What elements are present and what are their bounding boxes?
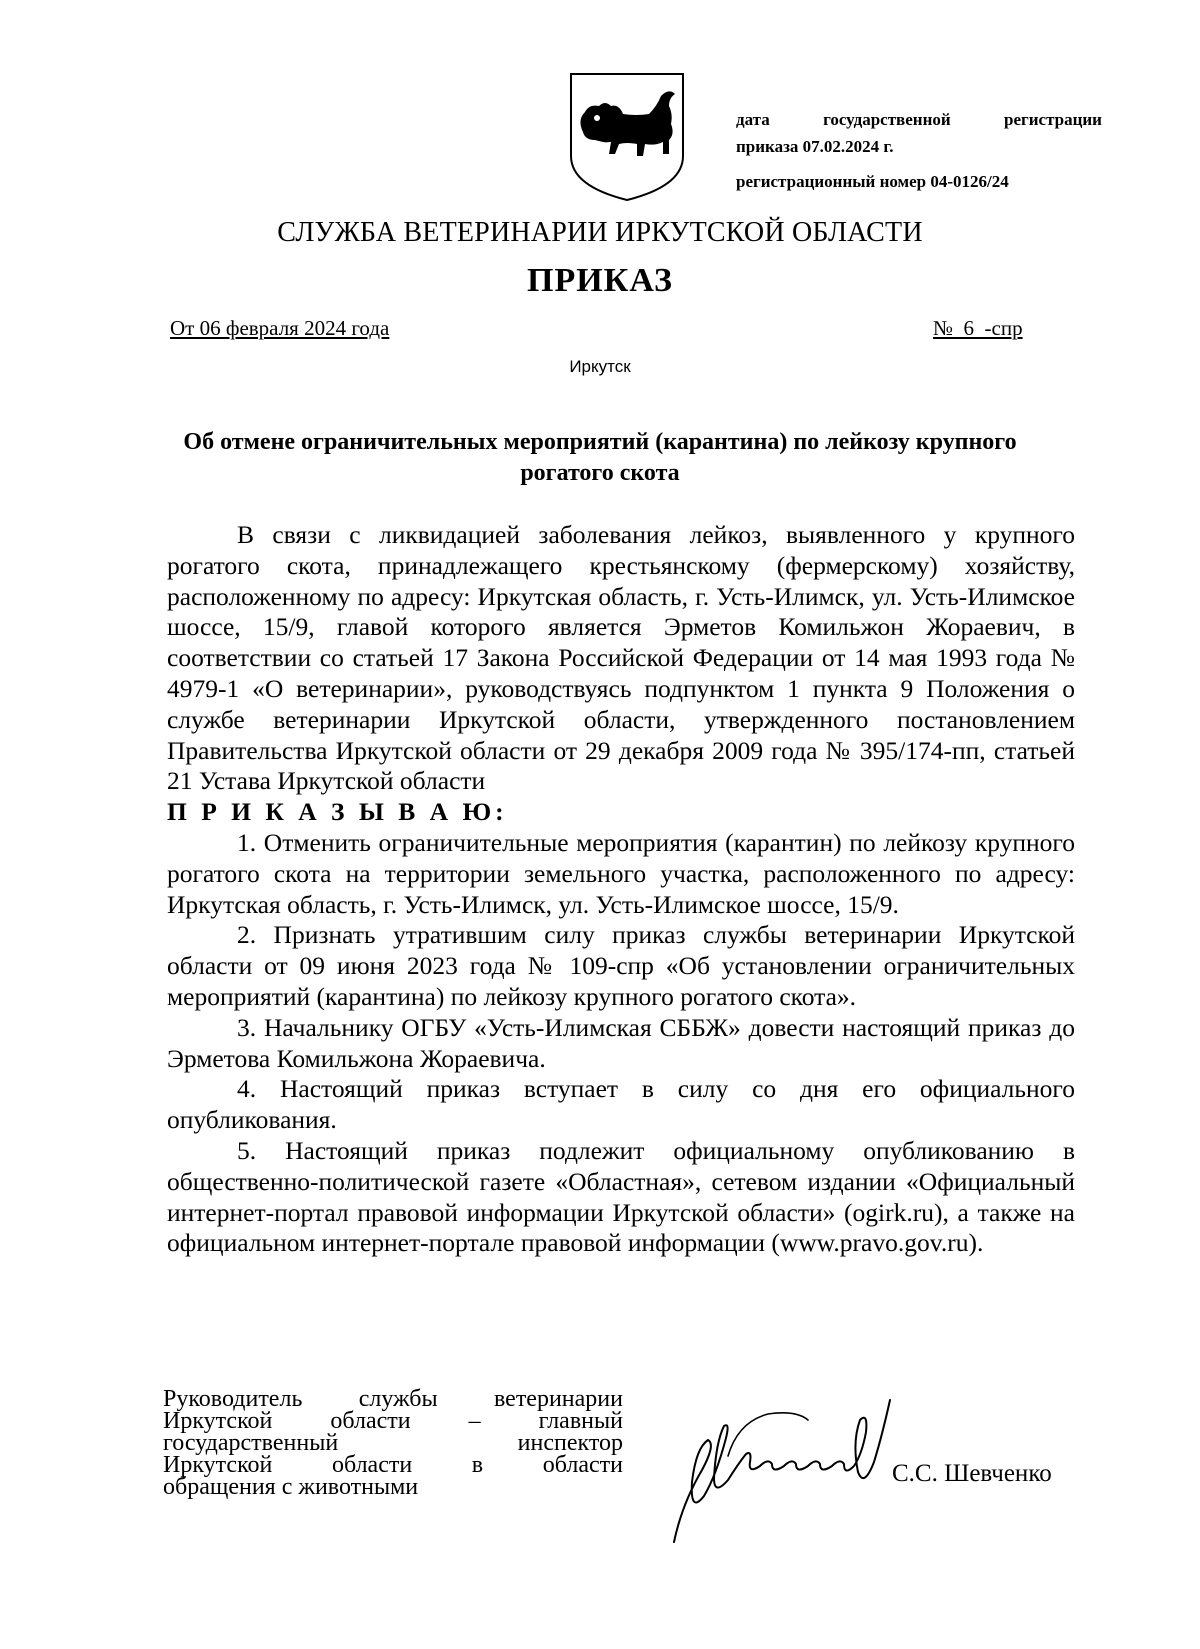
signatory-name: С.С. Шевченко xyxy=(892,1460,1052,1487)
order-item-3: 3. Начальнику ОГБУ «Усть-Илимская СББЖ» довести настоящий приказ до Эрметова Комильжона Жораевича. xyxy=(167,1012,1075,1073)
position-word: области xyxy=(331,1452,413,1478)
coat-of-arms-icon xyxy=(565,70,689,204)
position-word: Иркутской xyxy=(163,1408,273,1434)
registration-block xyxy=(736,106,1102,195)
order-item-4: 4. Настоящий приказ вступает в силу со дня его официального опубликования. xyxy=(167,1074,1075,1135)
position-word: Иркутской xyxy=(163,1452,273,1478)
position-line-2 xyxy=(163,1410,623,1432)
position-word: инспектор xyxy=(517,1430,623,1456)
position-word: ветеринарии xyxy=(493,1386,623,1412)
document-title: ПРИКАЗ xyxy=(527,262,673,299)
position-word: области xyxy=(542,1452,623,1478)
preamble-paragraph: В связи с ликвидацией заболевания лейкоз, выявленного у крупного рогатого скота, принадлежащего крестьянскому (фермерскому) хозяйству, расположенному по адресу: Иркутская область, г. Усть-Илимск, ул. Усть-Илимское шоссе, 15/9, главой которого является Эрметов Комильжон Жораевич, в соответствии со статьей 17 Закона Российской Федерации от 14 мая 1993 года № 4979-1 «О ветеринарии», руководствуясь подпунктом 1 пункта 9 Положения о службе ветеринарии Иркутской области, утвержденного постановлением Правительства Иркутской области от 29 декабря 2009 года № 395/174-пп, статьей 21 Устава Иркутской области xyxy=(167,520,1075,796)
position-line-1 xyxy=(163,1388,623,1410)
order-subject: Об отмене ограничительных мероприятий (карантина) по лейкозу крупного рогатого скота xyxy=(183,429,1017,486)
signatory-position xyxy=(163,1388,623,1498)
registration-label-2: государственной xyxy=(823,110,951,129)
registration-label-3: регистрации xyxy=(1004,110,1102,129)
position-word: службы xyxy=(358,1386,438,1412)
order-item-1: 1. Отменить ограничительные мероприятия (карантин) по лейкозу крупного рогатого скота на территории земельного участка, расположенного по адресу: Иркутская область, г. Усть-Илимск, ул. Усть-Илимское шоссе, 15/9. xyxy=(167,827,1075,919)
order-date: От 06 февраля 2024 года xyxy=(170,316,390,340)
position-word: Руководитель xyxy=(163,1386,303,1412)
registration-number: регистрационный номер 04-0126/24 xyxy=(736,172,1009,191)
position-word: – xyxy=(468,1408,481,1434)
position-line-5 xyxy=(163,1476,623,1498)
agency-name: СЛУЖБА ВЕТЕРИНАРИИ ИРКУТСКОЙ ОБЛАСТИ xyxy=(277,217,923,248)
position-line-3 xyxy=(163,1432,623,1454)
registration-date: приказа 07.02.2024 г. xyxy=(736,137,894,156)
order-body xyxy=(167,520,1075,1259)
position-line-4 xyxy=(163,1454,623,1476)
position-word: в xyxy=(471,1452,484,1478)
registration-label-1: дата xyxy=(736,110,770,129)
handwritten-signature-icon xyxy=(668,1392,920,1552)
order-item-2: 2. Признать утратившим силу приказ службы ветеринарии Иркутской области от 09 июня 2023 года № 109-спр «Об установлении ограничительных мероприятий (карантина) по лейкозу крупного рогатого скота». xyxy=(167,920,1075,1011)
order-directive: П Р И К А З Ы В А Ю: xyxy=(167,797,508,827)
order-number: № 6 -спр xyxy=(933,316,1023,340)
order-city: Иркутск xyxy=(569,357,631,376)
position-word: обращения с животными xyxy=(163,1474,419,1500)
position-word: государственный xyxy=(163,1430,339,1456)
position-word: главный xyxy=(538,1408,623,1434)
order-item-5: 5. Настоящий приказ подлежит официальному опубликованию в общественно-политической газете «Областная», сетевом издании «Официальный интернет-портал правовой информации Иркутской области» (ogirk.ru), а также на официальном интернет-портале правовой информации (www.pravo.gov.ru). xyxy=(167,1135,1075,1258)
position-word: области xyxy=(330,1408,411,1434)
